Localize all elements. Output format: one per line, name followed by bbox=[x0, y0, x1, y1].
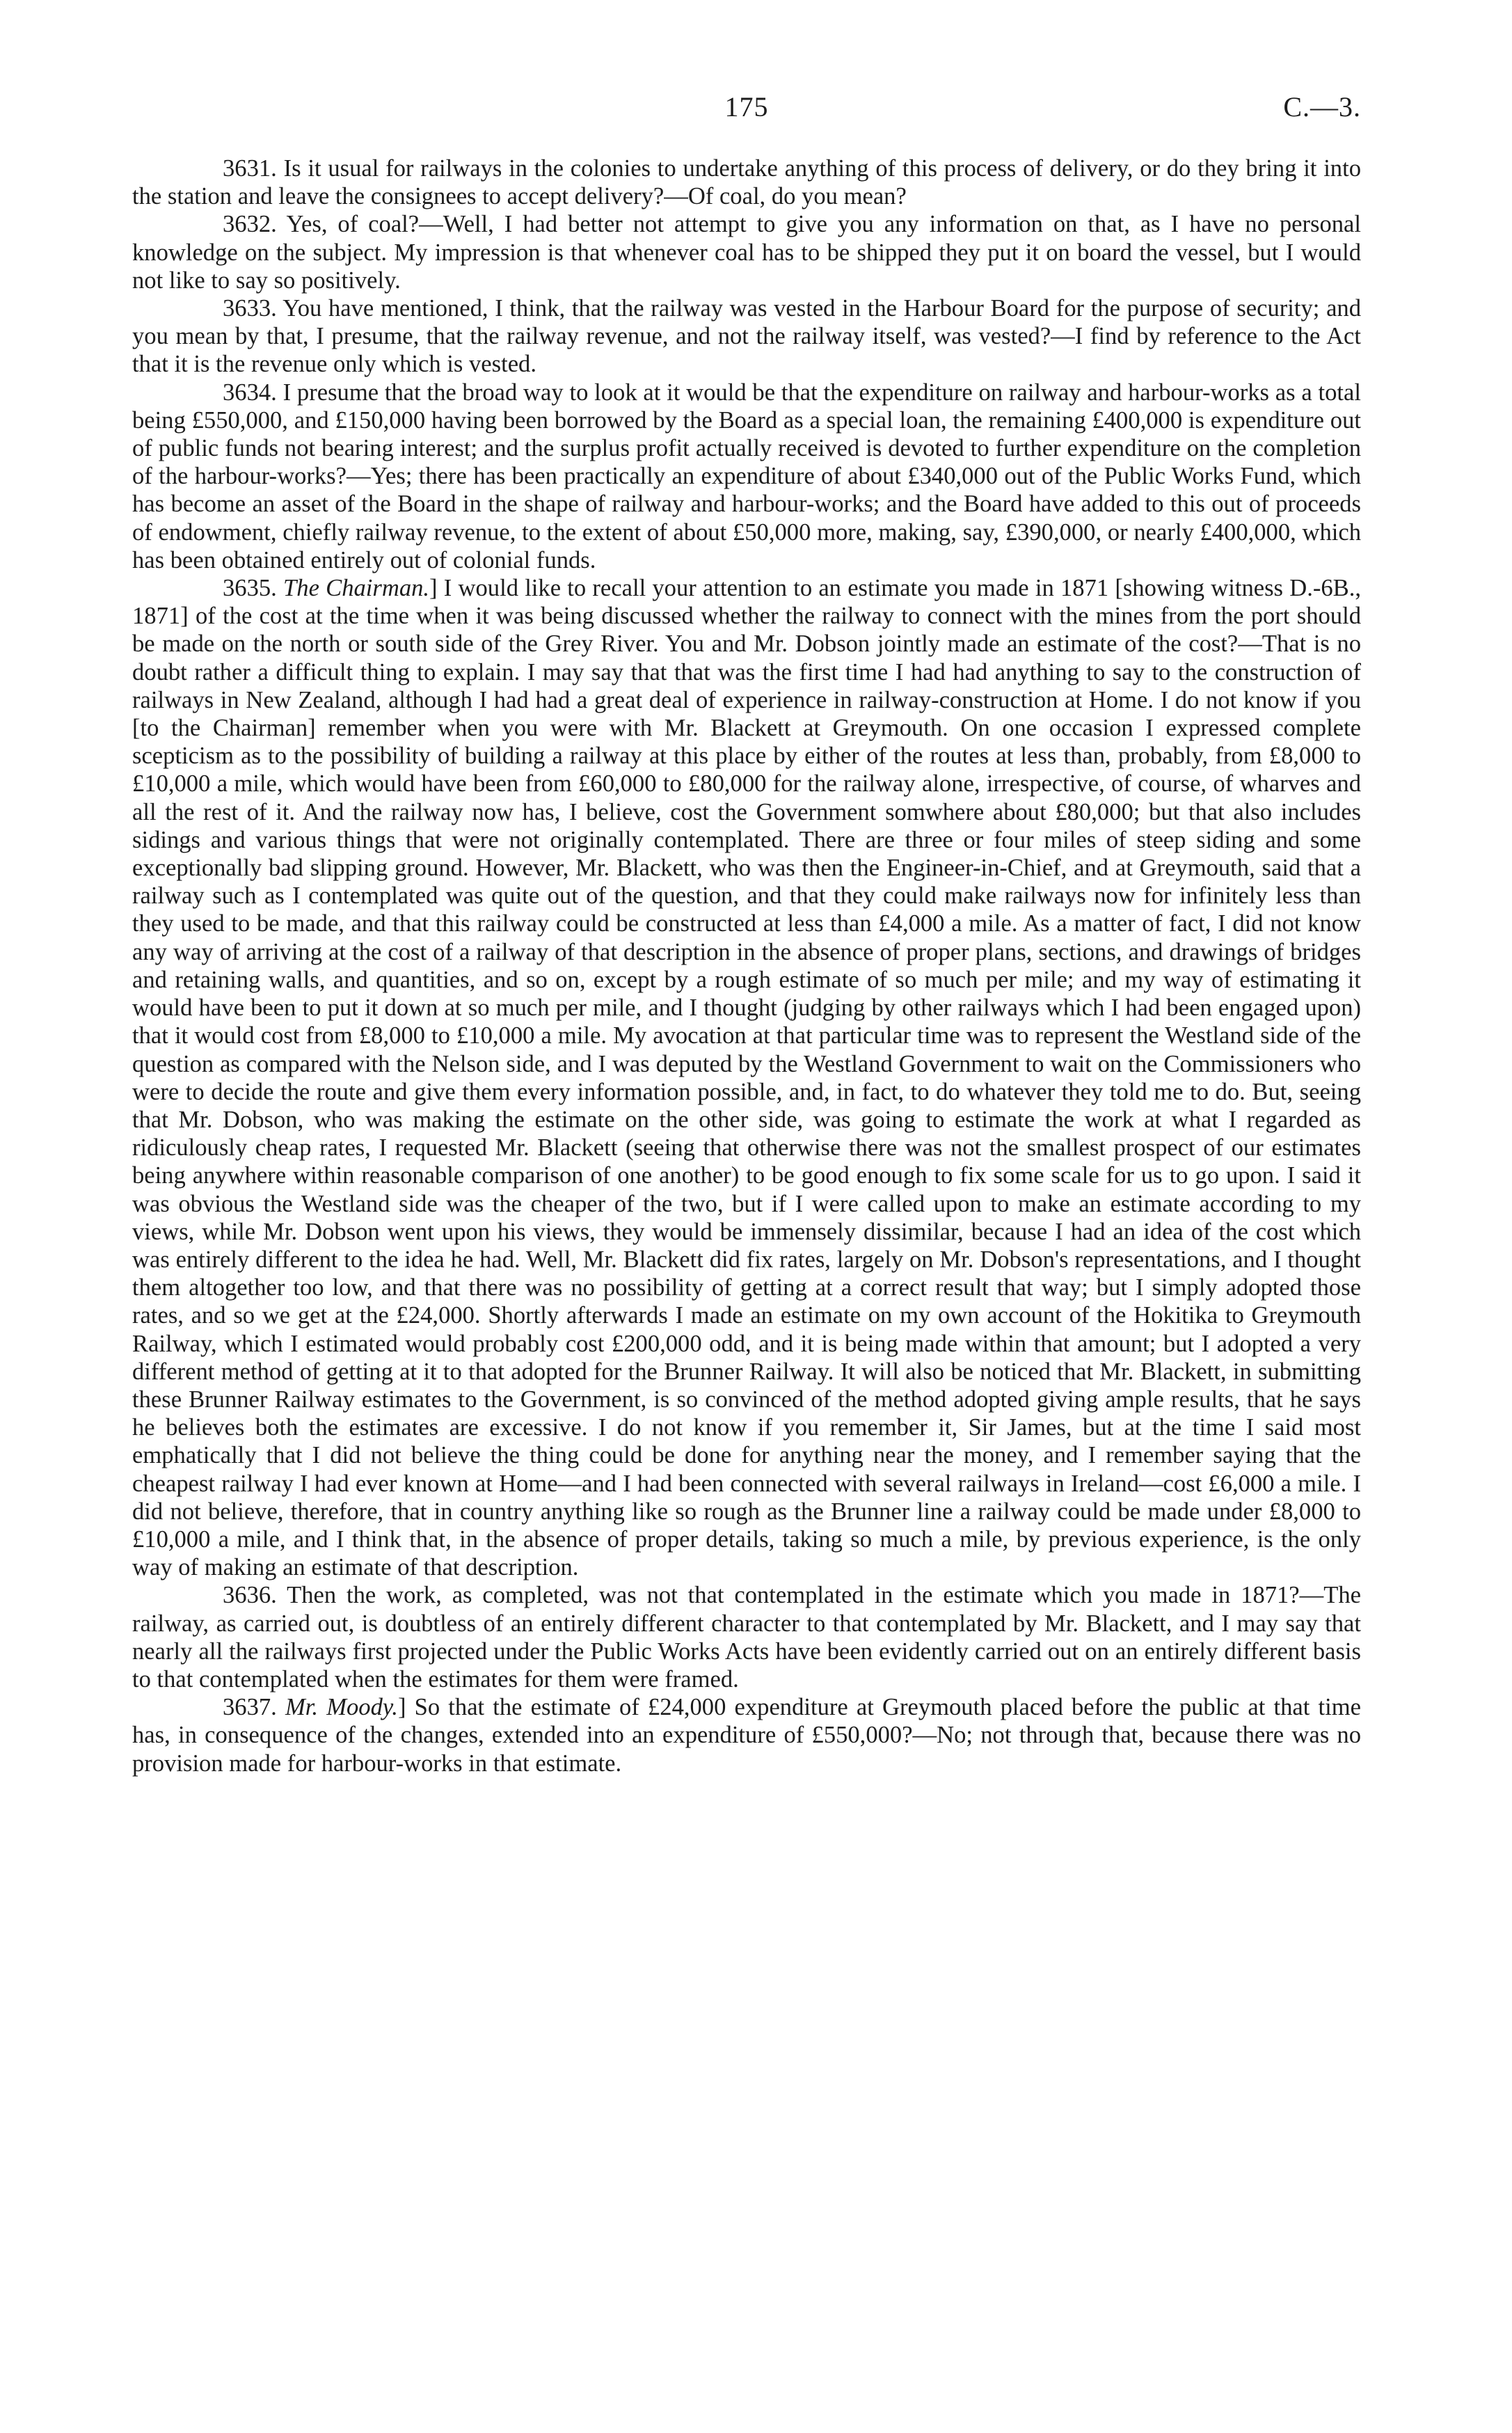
speaker-bracket: ] bbox=[397, 1694, 406, 1721]
document-reference: C.—3. bbox=[1283, 91, 1361, 122]
question-number: 3633. bbox=[223, 295, 277, 322]
question-number: 3635. bbox=[223, 575, 277, 602]
question-number: 3632. bbox=[223, 211, 277, 238]
question-number: 3634. bbox=[223, 379, 277, 406]
speaker-bracket: ] bbox=[429, 575, 438, 602]
question-3631 bbox=[132, 154, 1361, 210]
question-3637 bbox=[132, 1693, 1361, 1777]
question-3634 bbox=[132, 379, 1361, 574]
question-text: So that the estimate of £24,000 expenditure at Greymouth placed before the public at that time has, in consequence of the changes, extended into an expenditure of £550,000?—No; not through that, because there was no provision made for harbour-works in that estimate. bbox=[132, 1694, 1361, 1777]
document-page bbox=[132, 90, 1361, 1777]
question-3633 bbox=[132, 294, 1361, 379]
evidence-text bbox=[132, 154, 1361, 1777]
speaker-name: The Chairman. bbox=[283, 575, 430, 602]
question-text: I would like to recall your attention to an estimate you made in 1871 [showing witness D.-6B., 1871] of the cost at the time when it was being discussed whether the railway to connect with the mines from the port should be made on the north or south side of the Grey River. You and Mr. Dobson jointly made an estimate of the cost?—That is no doubt rather a difficult thing to explain. I may say that that was the first time I had had anything to say to the construction of railways in New Zealand, although I had had a great deal of experience in railway-construction at Home. I do not know if you [to the Chairman] remember when you were with Mr. Blackett at Greymouth. On one occasion I expressed complete scepticism as to the possibility of building a railway at this place by either of the routes at less than, probably, from £8,000 to £10,000 a mile, which would have been from £60,000 to £80,000 for the railway alone, irrespective, of course, of wharves and all the rest of it. And the railway now has, I believe, cost the Government somwhere about £80,000; but that also includes sidings and various things that were not originally contemplated. There are three or four miles of steep siding and some exceptionally bad slipping ground. However, Mr. Blackett, who was then the Engineer-in-Chief, and at Greymouth, said that a railway such as I contemplated was quite out of the question, and that they could make railways now for infinitely less than they used to be made, and that this railway could be constructed at less than £4,000 a mile. As a matter of fact, I did not know any way of arriving at the cost of a railway of that description in the absence of proper plans, sections, and drawings of bridges and retaining walls, and quantities, and so on, except by a rough estimate of so much per mile; and my way of estimating it would have been to put it down at so much per mile, and I thought (judging by other railways which I had been engaged upon) that it would cost from £8,000 to £10,000 a mile. My avocation at that particular time was to represent the Westland side of the question as compared with the Nelson side, and I was deputed by the Westland Government to wait on the Commissioners who were to decide the route and give them every information possible, and, in fact, to do whatever they told me to do. But, seeing that Mr. Dobson, who was making the estimate on the other side, was going to estimate the work at what I regarded as ridiculously cheap rates, I requested Mr. Blackett (seeing that otherwise there was not the smallest prospect of our estimates being anywhere within reasonable comparison of one another) to be good enough to fix some scale for us to go upon. I said it was obvious the Westland side was the cheaper of the two, but if I were called upon to make an estimate according to my views, while Mr. Dobson went upon his views, they would be immensely dissimilar, because I had an idea of the cost which was entirely different to the idea he had. Well, Mr. Blackett did fix rates, largely on Mr. Dobson's representations, and I thought them altogether too low, and that there was no possibility of getting at a correct result that way; but I simply adopted those rates, and so we get at the £24,000. Shortly afterwards I made an estimate on my own account of the Hokitika to Greymouth Railway, which I estimated would probably cost £200,000 odd, and it is being made within that amount; but I adopted a very different method of getting at it to that adopted for the Brunner Railway. It will also be noticed that Mr. Blackett, in submitting these Brunner Railway estimates to the Government, is so convinced of the method adopted giving ample results, that he says he believes both the estimates are excessive. I do not know if you remember it, Sir James, but at the time I said most emphatically that I did not believe the thing could be done for anything near the money, and I remember saying that the cheapest railway I had ever known at Home—and I had been connected with several railways in Ireland—cost £6,000 a mile. I did not believe, therefore, that in country anything like so rough as the Brunner line a railway could be made under £8,000 to £10,000 a mile, and I think that, in the absence of proper details, taking so much a mile, by previous experience, is the only way of making an estimate of that description. bbox=[132, 575, 1361, 1581]
question-3636 bbox=[132, 1581, 1361, 1693]
question-number: 3636. bbox=[223, 1582, 277, 1609]
question-number: 3637. bbox=[223, 1694, 277, 1721]
page-header bbox=[132, 90, 1361, 132]
question-3632 bbox=[132, 210, 1361, 294]
question-text: I presume that the broad way to look at it would be that the expenditure on railway and harbour-works as a total being £550,000, and £150,000 having been borrowed by the Board as a special loan, the remaining £400,000 is expenditure out of public funds not bearing interest; and the surplus profit actually received is devoted to further expenditure on the completion of the harbour-works?—Yes; there has been practically an expenditure of about £340,000 out of the Public Works Fund, which has become an asset of the Board in the shape of railway and harbour-works; and the Board have added to this out of proceeds of endowment, chiefly railway revenue, to the extent of about £50,000 more, making, say, £390,000, or nearly £400,000, which has been obtained entirely out of colonial funds. bbox=[132, 379, 1361, 573]
question-number: 3631. bbox=[223, 155, 277, 182]
question-text: Then the work, as completed, was not that contemplated in the estimate which you made in 1871?—The railway, as carried out, is doubtless of an entirely different character to that contemplated by Mr. Blackett, and I may say that nearly all the railways first projected under the Public Works Acts have been evidently carried out on an entirely different basis to that contemplated when the estimates for them were framed. bbox=[132, 1582, 1361, 1693]
speaker-name: Mr. Moody. bbox=[285, 1694, 398, 1721]
question-3635 bbox=[132, 574, 1361, 1581]
question-text: You have mentioned, I think, that the railway was vested in the Harbour Board for the purpose of security; and you mean by that, I presume, that the railway revenue, and not the railway itself, was vested?—I find by reference to the Act that it is the revenue only which is vested. bbox=[132, 295, 1361, 378]
question-text: Is it usual for railways in the colonies to undertake anything of this process of delivery, or do they bring it into the station and leave the consignees to accept delivery?—Of coal, do you mean? bbox=[132, 155, 1361, 210]
page-number: 175 bbox=[724, 91, 769, 122]
question-text: Yes, of coal?—Well, I had better not attempt to give you any information on that, as I have no personal knowledge on the subject. My impression is that whenever coal has to be shipped they put it on board the vessel, but I would not like to say so positively. bbox=[132, 211, 1361, 294]
